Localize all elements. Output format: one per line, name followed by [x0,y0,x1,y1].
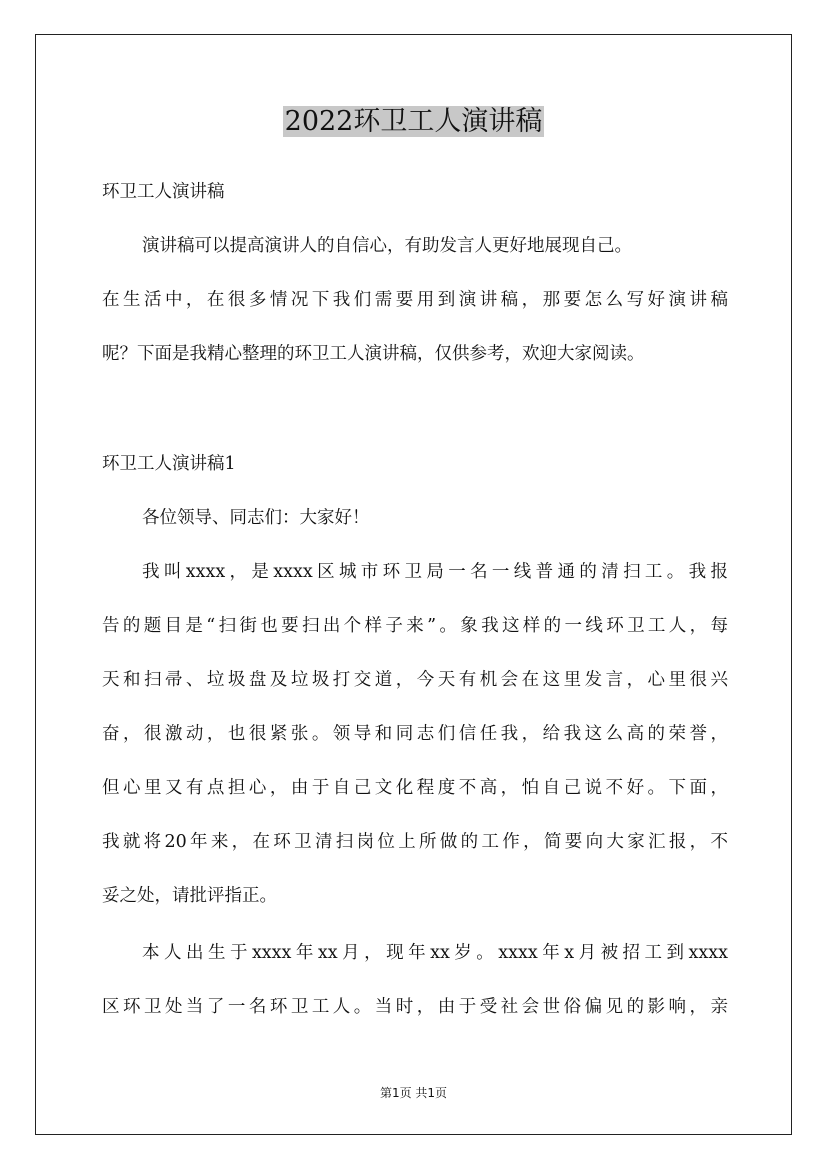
para1-line: 天和扫帚、垃圾盘及垃圾打交道，今天有机会在这里发言，心里很兴 [102,670,728,690]
para1-line: 妥之处，请批评指正。 [102,886,277,906]
para1-line: 我叫xxxx，是xxxx区城市环卫局一名一线普通的清扫工。我报 [142,562,728,582]
para1-line: 奋，很激动，也很紧张。领导和同志们信任我，给我这么高的荣誉， [102,724,728,744]
intro-line: 演讲稿可以提高演讲人的自信心，有助发言人更好地展现自己。 [142,236,632,256]
document-subtitle: 环卫工人演讲稿 [102,182,225,202]
intro-paragraph [102,219,728,381]
document-title-text: 2022环卫工人演讲稿 [284,106,543,137]
section-heading: 环卫工人演讲稿1 [102,454,236,474]
intro-line: 呢？下面是我精心整理的环卫工人演讲稿，仅供参考，欢迎大家阅读。 [102,344,645,364]
para1-line: 告的题目是“扫街也要扫出个样子来”。象我这样的一线环卫工人，每 [102,616,728,636]
para1-line: 我就将20年来，在环卫清扫岗位上所做的工作，简要向大家汇报，不 [102,832,728,852]
page-number: 第1页 共1页 [379,1086,448,1100]
document-title [0,104,827,140]
greeting: 各位领导、同志们：大家好！ [142,508,370,528]
paragraph-1 [102,545,728,923]
para2-line: 区环卫处当了一名环卫工人。当时，由于受社会世俗偏见的影响，亲 [102,997,728,1017]
paragraph-2 [102,926,728,1034]
para2-line: 本人出生于xxxx年xx月，现年xx岁。xxxx年x月被招工到xxxx [142,943,728,963]
intro-line: 在生活中，在很多情况下我们需要用到演讲稿，那要怎么写好演讲稿 [102,290,728,310]
page-footer [0,1084,827,1101]
para1-line: 但心里又有点担心，由于自己文化程度不高，怕自己说不好。下面， [102,778,728,798]
